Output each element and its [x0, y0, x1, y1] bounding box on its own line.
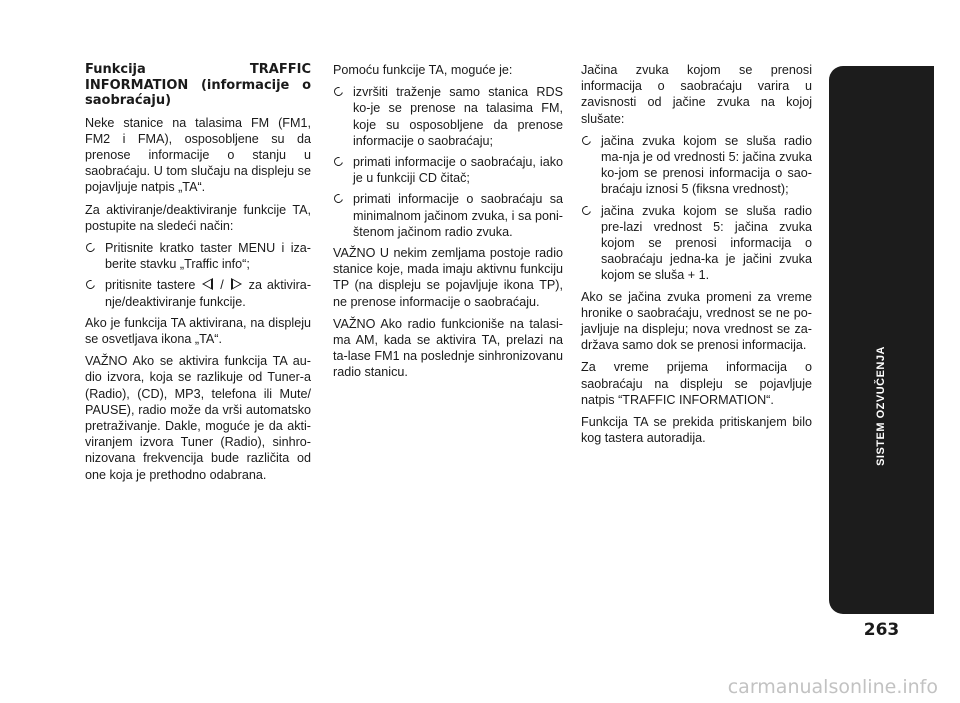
bullet-icon	[332, 86, 344, 98]
list-item	[85, 240, 311, 272]
column-middle	[333, 62, 563, 387]
bullet-icon	[84, 279, 96, 291]
list-item-text: jačina zvuka kojom se sluša radio pre-lazi vrednost 5: jačina zvuka kojom se prenosi informacija o saobraćaju jedna-ka je jačini zvuka kojom se sluša + 1.	[601, 203, 812, 283]
section-heading: Funkcija TRAFFIC INFORMATION (informacije o saobraćaju)	[85, 62, 311, 108]
paragraph: VAŽNO U nekim zemljama postoje radio stanice koje, mada imaju aktivnu funkciju TP (na displeju se pojavljuje ikona TP), ne prenose informacije o saobraćaju.	[333, 246, 563, 309]
chapter-label: SISTEM OZVUČENJA	[875, 346, 887, 466]
separator: /	[220, 278, 224, 293]
paragraph: Funkcija TA se prekida pritiskanjem bilo kog tastera autoradija.	[581, 415, 812, 446]
list-item	[581, 133, 812, 198]
list-item	[85, 277, 311, 309]
paragraph: Ako je funkcija TA aktivirana, na displeju se osvetljava ikona „TA“.	[85, 315, 311, 346]
list-item-text: jačina zvuka kojom se sluša radio ma-nja je od vrednosti 5: jačina zvuka ko-jom se prenosi informacija o sao-braćaju iznosi 5 (fiksna vrednost);	[601, 133, 812, 197]
list-item-text: pritisnite tastere	[105, 278, 196, 293]
list-item	[333, 84, 563, 149]
list-item-text: za aktivira-nje/deaktiviranje funkcije.	[105, 278, 312, 309]
paragraph: Jačina zvuka kojom se prenosi informacija o saobraćaju varira u zavisnosti od jačine zvuka na kojoj slušate:	[581, 63, 812, 126]
list-item	[581, 203, 812, 284]
bullet-icon	[332, 193, 344, 205]
list-item-text: Pritisnite kratko taster MENU i iza-berite stavku „Traffic info“;	[105, 240, 311, 272]
column-left	[85, 62, 311, 489]
bullet-icon	[580, 134, 592, 146]
paragraph: Za vreme prijema informacija o saobraćaju na displeju se pojavljuje natpis “TRAFFIC INFORMATION“.	[581, 360, 812, 407]
paragraph: Ako se jačina zvuka promeni za vreme hronike o saobraćaju, vrednost se ne po-javljuje na displeju; nova vrednost se za-država samo dok se prenosi informacija.	[581, 289, 812, 353]
bullet-icon	[84, 241, 96, 253]
list-item-text: primati informacije o saobraćaju sa minimalnom jačinom zvuka, i sa poni-štenom jačinom radio zvuka.	[353, 192, 563, 239]
list-item-text: izvršiti traženje samo stanica RDS ko-je se prenose na talasima FM, koje su osposobljene da prenose informacije o saobraćaju;	[353, 85, 563, 148]
list-item	[333, 154, 563, 186]
paragraph: Za aktiviranje/deaktiviranje funkcije TA, postupite na sledeći način:	[85, 202, 311, 233]
paragraph: Neke stanice na talasima FM (FM1, FM2 i FMA), osposobljene su da prenose informacije o stanju u saobraćaju. U tom slučaju na displeju se pojavljuje natpis „TA“.	[85, 115, 311, 195]
list-item	[333, 191, 563, 240]
left-triangle-icon	[202, 278, 213, 290]
paragraph: VAŽNO Ako radio funkcioniše na talasi-ma AM, kada se aktivira TA, prelazi na ta-lase FM1 na poslednje sinhronizovanu radio stanicu.	[333, 316, 563, 380]
page-number: 263	[863, 620, 900, 640]
paragraph: VAŽNO Ako se aktivira funkcija TA au-dio izvora, koja se razlikuje od Tuner-a (Radio), (CD), MP3, telefona ili Mute/ PAUSE), radio može da vrši automatsko pretraživanje. Dakle, moguće je da akti-viranjem izvora Tuner (Radio), sinhro-nizovana frekvencija bude različita od one koja je prethodno odabrana.	[85, 354, 311, 482]
watermark: carmanualsonline.info	[727, 676, 938, 698]
list-item-text: primati informacije o saobraćaju, iako je u funkciji CD čitač;	[353, 155, 563, 186]
bullet-icon	[580, 204, 592, 216]
column-right	[581, 62, 812, 452]
chapter-side-tab	[829, 66, 934, 614]
bullet-icon	[332, 155, 344, 167]
right-triangle-icon	[231, 278, 242, 290]
paragraph: Pomoću funkcije TA, moguće je:	[333, 63, 513, 77]
